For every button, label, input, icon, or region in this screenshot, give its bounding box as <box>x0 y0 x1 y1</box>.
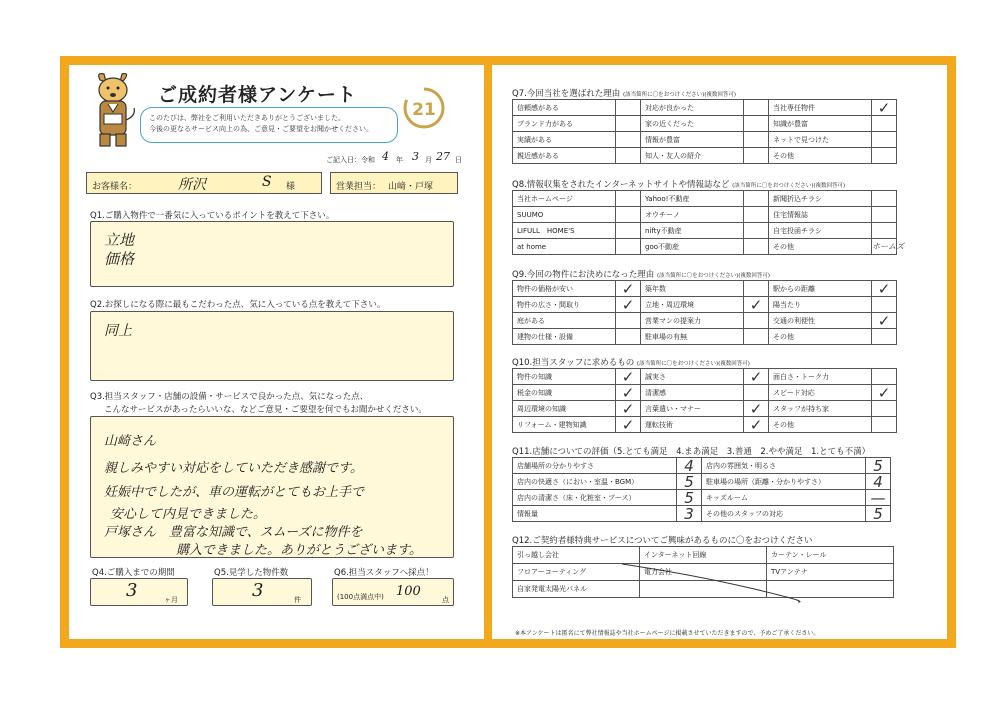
q4-value: 3 <box>126 580 138 601</box>
check-cell[interactable] <box>616 401 641 417</box>
option-label: 駐車場の有無 <box>641 329 744 345</box>
table-row <box>513 132 897 148</box>
check-cell[interactable] <box>616 329 641 345</box>
check-cell[interactable] <box>744 148 769 164</box>
table-row <box>513 148 897 164</box>
check-cell[interactable] <box>872 207 897 223</box>
check-mark: 4 <box>873 472 883 491</box>
q9-table <box>512 280 897 345</box>
date-day: 27 <box>436 150 450 163</box>
dog-mascot-icon <box>86 70 142 152</box>
option-label: その他のスタッフの対応 <box>702 506 866 522</box>
check-cell[interactable] <box>872 313 897 329</box>
option-label: その他 <box>769 239 872 255</box>
option-label: 知人・友人の紹介 <box>641 148 744 164</box>
century21-logo <box>402 86 446 130</box>
option-label: 建物の仕様・設備 <box>513 329 616 345</box>
service-option[interactable]: インターネット回線 <box>640 547 767 564</box>
check-cell[interactable] <box>872 369 897 385</box>
option-label: オウチーノ <box>641 207 744 223</box>
q9-question: Q9.今回の物件にお決めになった理由 (該当箇所に〇をおつけください)(複数回答可) <box>512 270 771 280</box>
check-cell[interactable] <box>744 385 769 401</box>
check-cell[interactable] <box>616 281 641 297</box>
option-label: 新聞折込チラシ <box>769 191 872 207</box>
check-cell[interactable] <box>616 223 641 239</box>
q1-answer-line-1: 立地 <box>104 231 135 249</box>
q10-question: Q10.担当スタッフに求めるもの (該当箇所に〇をおつけください)(複数回答可) <box>512 358 750 368</box>
table-row <box>513 281 897 297</box>
option-label: スタッフが持ち家 <box>769 401 872 417</box>
customer-name-label: お客様名： <box>92 182 138 192</box>
check-mark: 5 <box>684 488 694 507</box>
check-cell[interactable] <box>872 329 897 345</box>
check-cell[interactable] <box>872 401 897 417</box>
option-label: キッズルーム <box>702 490 866 506</box>
option-label: goo不動産 <box>641 239 744 255</box>
q6-question: Q6.担当スタッフへ採点！ <box>334 568 434 578</box>
q10-table <box>512 368 897 433</box>
q2-answer-box <box>90 311 454 381</box>
option-label: 周辺環境の知識 <box>513 401 616 417</box>
option-label: その他 <box>769 417 872 433</box>
check-mark: ✓ <box>621 399 635 418</box>
q3-answer-line-5: 戸塚さん 豊富な知識で、スムーズに物件を <box>104 525 363 540</box>
check-cell[interactable] <box>744 191 769 207</box>
q12-question: Q12.ご契約者様特典サービスについてご興味があるものに〇をおつけください <box>512 536 813 546</box>
check-mark: ✓ <box>749 367 763 386</box>
option-label: Yahoo!不動産 <box>641 191 744 207</box>
q3-question-line-1: Q3.担当スタッフ・店舗の設備・サービスで良かった点、気になった点、 <box>90 392 369 402</box>
check-cell[interactable] <box>744 132 769 148</box>
table-row <box>513 297 897 313</box>
check-mark: ✓ <box>621 295 635 314</box>
option-label: 店舗場所の分かりやすさ <box>513 458 677 474</box>
q3-answer-line-4: 安心して内見できました。 <box>110 507 267 522</box>
table-row <box>513 100 897 116</box>
table-row <box>513 401 897 417</box>
option-label: 知識が豊富 <box>769 116 872 132</box>
check-cell[interactable] <box>872 116 897 132</box>
check-cell[interactable] <box>866 506 891 522</box>
q3-question-line-2: こんなサービスがあったらいいな、などご意見・ご要望を何でもお聞かせください。 <box>104 405 427 415</box>
date-month: 3 <box>412 150 419 163</box>
check-cell[interactable] <box>616 313 641 329</box>
check-cell[interactable] <box>872 100 897 116</box>
option-label: ブランド力がある <box>513 116 616 132</box>
q1-answer-line-2: 価格 <box>104 250 135 268</box>
check-mark: ✓ <box>621 415 635 434</box>
customer-initial: S <box>262 174 272 190</box>
greeting-line-1: このたびは、弊社をご利用いただきありがとうございました。 <box>149 114 345 122</box>
option-label: at home <box>513 239 616 255</box>
option-label: スピード対応 <box>769 385 872 401</box>
check-cell[interactable] <box>616 297 641 313</box>
greeting-bubble <box>140 107 398 143</box>
check-cell[interactable] <box>744 313 769 329</box>
q8-table <box>512 190 904 255</box>
check-mark: ✓ <box>749 295 763 314</box>
check-cell[interactable] <box>744 417 769 433</box>
check-cell[interactable] <box>744 297 769 313</box>
option-label: 店内の雰囲気・明るさ <box>702 458 866 474</box>
check-cell[interactable] <box>744 100 769 116</box>
column-divider <box>484 62 492 648</box>
option-label: 駐車場の場所（距離・分かりやすさ） <box>702 474 866 490</box>
check-mark: 5 <box>684 472 694 491</box>
option-label: 陽当たり <box>769 297 872 313</box>
option-label: 庭がある <box>513 313 616 329</box>
check-cell[interactable] <box>616 148 641 164</box>
option-label: 交通の利便性 <box>769 313 872 329</box>
q5-unit: 件 <box>294 596 301 604</box>
option-label: 情報が豊富 <box>641 132 744 148</box>
date-year: 4 <box>382 150 389 163</box>
check-cell[interactable] <box>616 385 641 401</box>
option-label: LIFULL HOME'S <box>513 223 616 239</box>
date-month-unit: 月 <box>425 156 432 164</box>
logo-text: 21 <box>412 100 436 120</box>
check-mark: ✓ <box>621 367 635 386</box>
customer-suffix: 様 <box>286 182 296 192</box>
q1-answer-box <box>90 221 454 287</box>
table-row <box>513 369 897 385</box>
table-row <box>513 490 891 506</box>
table-row <box>513 474 891 490</box>
option-label: 当社ホームページ <box>513 191 616 207</box>
option-label: 親近感がある <box>513 148 616 164</box>
check-cell[interactable] <box>677 506 702 522</box>
check-cell[interactable] <box>872 132 897 148</box>
q6-prefix: (100点満点中) <box>337 593 384 601</box>
q8-question: Q8.情報収集をされたインターネットサイトや情報誌など (該当箇所に〇をおつけください)(複数回答可) <box>512 180 846 190</box>
check-mark: ✓ <box>877 311 891 330</box>
check-mark: 4 <box>684 456 694 475</box>
service-option[interactable]: 自家発電太陽光パネル <box>513 581 640 598</box>
table-row <box>513 417 897 433</box>
check-mark: ✓ <box>877 279 891 298</box>
q2-answer-line-1: 同上 <box>104 323 132 339</box>
option-label: その他 <box>769 329 872 345</box>
check-cell[interactable] <box>872 385 897 401</box>
check-cell[interactable] <box>744 207 769 223</box>
option-label: 自宅投函チラシ <box>769 223 872 239</box>
option-label: 店内の清潔さ（床・化粧室・ブース） <box>513 490 677 506</box>
option-label: 実績がある <box>513 132 616 148</box>
check-cell[interactable] <box>744 369 769 385</box>
q11-question: Q11.店舗についての評価（5.とても満足 4.まあ満足 3.普通 2.やや満足 1.とても不満） <box>512 447 871 457</box>
q5-question: Q5.見学した物件数 <box>214 568 289 578</box>
check-cell[interactable] <box>616 191 641 207</box>
check-cell[interactable] <box>616 417 641 433</box>
option-label: 物件の価格が安い <box>513 281 616 297</box>
table-row <box>513 329 897 345</box>
option-label: 誠実さ <box>641 369 744 385</box>
check-mark: ✓ <box>877 383 891 402</box>
table-row <box>513 385 897 401</box>
check-cell[interactable] <box>744 239 769 255</box>
table-row <box>513 191 897 207</box>
q6-value: 100 <box>396 584 421 599</box>
option-label: 立地・周辺環境 <box>641 297 744 313</box>
option-label: 家の近くだった <box>641 116 744 132</box>
service-option[interactable]: カーテン・レール <box>767 547 894 564</box>
q3-answer-line-2: 親しみやすい対応をしていただき感謝です。 <box>104 461 363 476</box>
table-row <box>513 116 897 132</box>
check-cell[interactable] <box>677 458 702 474</box>
table-row <box>513 207 897 223</box>
page-title: ご成約者様アンケート <box>158 84 357 106</box>
option-label: 営業マンの提案力 <box>641 313 744 329</box>
option-label: 築年数 <box>641 281 744 297</box>
check-cell[interactable] <box>616 369 641 385</box>
q1-question: Q1.ご購入物件で一番気に入っているポイントを教えて下さい。 <box>90 211 335 221</box>
q3-answer-line-1: 山崎さん <box>104 434 157 449</box>
q11-table <box>512 457 891 522</box>
check-cell[interactable] <box>616 116 641 132</box>
option-label: 面白さ・トーク力 <box>769 369 872 385</box>
customer-name-value: 所沢 <box>178 177 206 193</box>
table-row <box>513 223 897 239</box>
option-label: nifty不動産 <box>641 223 744 239</box>
greeting-line-2: 今後の更なるサービス向上の為、ご意見・ご要望をお聞かせください。 <box>149 125 373 133</box>
check-cell[interactable] <box>744 116 769 132</box>
check-cell[interactable] <box>866 490 891 506</box>
q5-value: 3 <box>252 580 264 601</box>
check-mark: ✓ <box>749 415 763 434</box>
option-label: SUUMO <box>513 207 616 223</box>
check-cell[interactable] <box>744 281 769 297</box>
staff-label: 営業担当： <box>336 182 382 192</box>
option-label: リフォーム・建物知識 <box>513 417 616 433</box>
check-mark: ✓ <box>621 279 635 298</box>
check-cell[interactable] <box>872 417 897 433</box>
check-cell[interactable] <box>744 329 769 345</box>
q12-strike-line <box>620 556 800 606</box>
service-option[interactable]: フロアーコーティング <box>513 564 640 581</box>
check-cell[interactable] <box>872 148 897 164</box>
q6-unit: 点 <box>442 596 449 604</box>
check-mark: — <box>870 488 886 507</box>
check-cell[interactable] <box>616 207 641 223</box>
check-cell[interactable] <box>744 401 769 417</box>
check-mark: ホームズ <box>872 241 904 251</box>
q3-answer-line-3: 妊娠中でしたが、車の運転がとてもお上手で <box>104 485 365 500</box>
check-mark: 5 <box>873 456 883 475</box>
check-cell[interactable] <box>677 490 702 506</box>
q3-answer-line-6: 購入できました。ありがとうございます。 <box>176 543 422 558</box>
check-mark: ✓ <box>749 399 763 418</box>
option-label: 物件の知識 <box>513 369 616 385</box>
q4-question: Q4.ご購入までの期間 <box>92 568 175 578</box>
table-row <box>513 458 891 474</box>
check-cell[interactable] <box>616 132 641 148</box>
option-label: 言葉遣い・マナー <box>641 401 744 417</box>
option-label: 物件の広さ・間取り <box>513 297 616 313</box>
check-cell[interactable] <box>616 239 641 255</box>
check-cell[interactable] <box>872 223 897 239</box>
option-label: 対応が良かった <box>641 100 744 116</box>
table-row <box>513 506 891 522</box>
table-row <box>513 313 897 329</box>
option-label: 清潔感 <box>641 385 744 401</box>
option-label: ネットで見つけた <box>769 132 872 148</box>
check-cell[interactable] <box>744 223 769 239</box>
check-cell[interactable] <box>866 458 891 474</box>
check-mark: 5 <box>873 504 883 523</box>
option-label: 税金の知識 <box>513 385 616 401</box>
option-label: 情報量 <box>513 506 677 522</box>
check-cell[interactable] <box>616 100 641 116</box>
service-option[interactable]: 電力会社 <box>640 564 767 581</box>
check-cell[interactable] <box>872 297 897 313</box>
date-year-unit: 年 <box>396 156 403 164</box>
option-label: 駅からの距離 <box>769 281 872 297</box>
table-row <box>513 239 897 255</box>
q7-question: Q7.今回当社を選ばれた理由 (該当箇所に〇をおつけください)(複数回答可) <box>512 89 737 99</box>
option-label: 住宅情報誌 <box>769 207 872 223</box>
q4-unit: ヶ月 <box>164 596 178 604</box>
option-label: 当社専任物件 <box>769 100 872 116</box>
check-cell[interactable] <box>866 474 891 490</box>
check-cell[interactable] <box>872 239 904 255</box>
check-mark: ✓ <box>877 98 891 117</box>
check-cell[interactable] <box>872 281 897 297</box>
option-label: 運転技術 <box>641 417 744 433</box>
check-mark: ✓ <box>621 383 635 402</box>
service-option[interactable]: 引っ越し会社 <box>513 547 640 564</box>
q2-question: Q2.お探しになる際に最もこだわった点、気に入っている点を教えて下さい。 <box>90 300 386 310</box>
date-day-unit: 日 <box>455 156 462 164</box>
check-mark: 3 <box>684 504 694 523</box>
option-label: 信頼感がある <box>513 100 616 116</box>
staff-value: 山﨑・戸塚 <box>388 182 434 192</box>
check-cell[interactable] <box>872 191 897 207</box>
option-label: その他 <box>769 148 872 164</box>
date-label: ご記入日：令和 <box>326 156 375 164</box>
check-cell[interactable] <box>677 474 702 490</box>
footnote: ※本アンケートは匿名にて弊社情報誌や当社ホームページに掲載させていただきますので、予めご了承ください。 <box>515 630 820 637</box>
q7-table <box>512 99 897 164</box>
service-option[interactable]: TVアンテナ <box>767 564 894 581</box>
option-label: 店内の快適さ（におい・室温・BGM） <box>513 474 677 490</box>
